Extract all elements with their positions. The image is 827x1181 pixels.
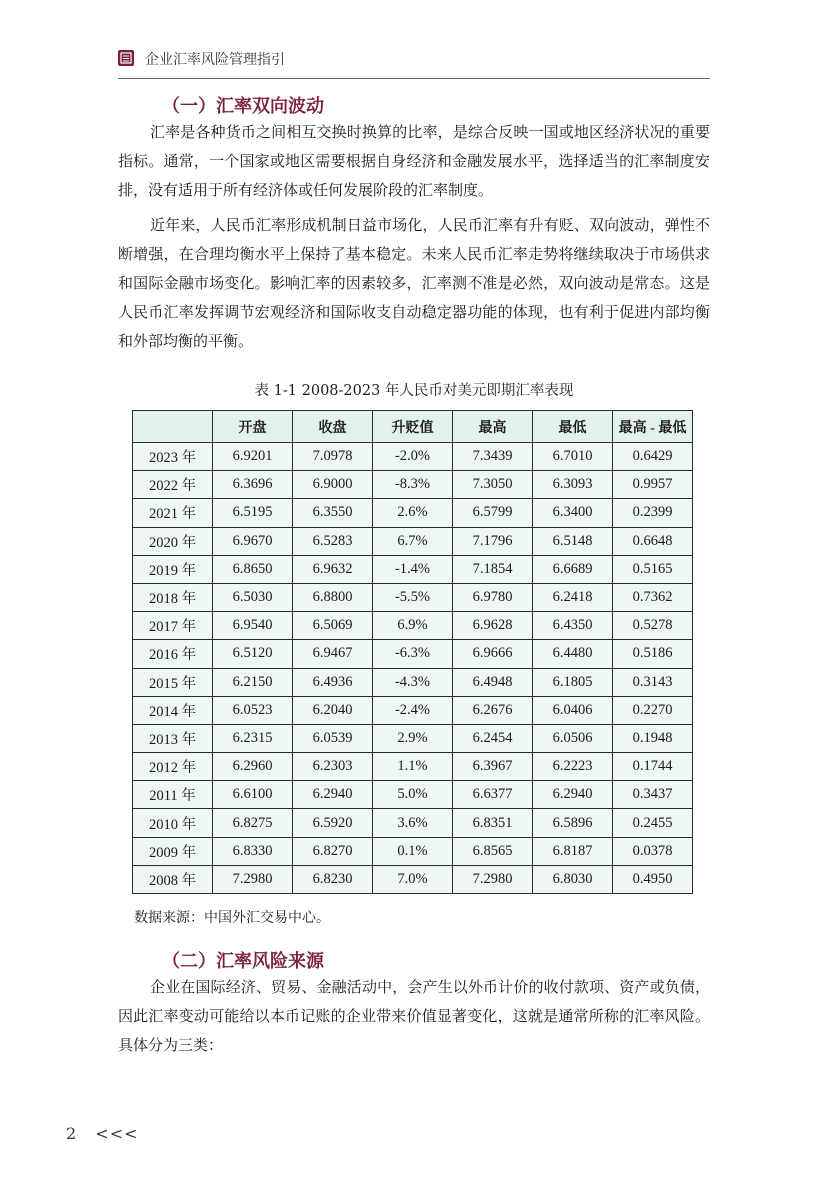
table-cell: 0.6648	[613, 527, 693, 555]
table-cell: -2.0%	[373, 443, 453, 471]
table-cell: -1.4%	[373, 555, 453, 583]
table-row	[133, 583, 693, 611]
year-cell: 2015 年	[133, 668, 213, 696]
table-cell: 6.5120	[213, 640, 293, 668]
table-cell: 6.6377	[453, 781, 533, 809]
table-cell: 0.7362	[613, 583, 693, 611]
table-row	[133, 668, 693, 696]
table-cell: 2.6%	[373, 499, 453, 527]
table-cell: 6.5896	[533, 809, 613, 837]
table-cell: 6.2303	[293, 753, 373, 781]
table-cell: 5.0%	[373, 781, 453, 809]
exchange-rate-table	[132, 410, 693, 894]
table-cell: 6.9540	[213, 612, 293, 640]
table-cell: 6.0406	[533, 696, 613, 724]
table-cell: 6.8030	[533, 865, 613, 893]
book-icon	[118, 50, 134, 66]
table-cell: 0.2455	[613, 809, 693, 837]
table-cell: -5.5%	[373, 583, 453, 611]
year-cell: 2008 年	[133, 865, 213, 893]
year-cell: 2010 年	[133, 809, 213, 837]
year-cell: 2013 年	[133, 724, 213, 752]
year-cell: 2018 年	[133, 583, 213, 611]
table-row	[133, 781, 693, 809]
table-cell: 6.0539	[293, 724, 373, 752]
page-footer	[66, 1124, 139, 1143]
paragraph-2: 近年来，人民币汇率形成机制日益市场化，人民币汇率有升有贬、双向波动，弹性不断增强，在合理均衡水平上保持了基本稳定。未来人民币汇率走势将继续取决于市场供求和国际金融市场变化。影响汇率的因素较多，汇率测不准是必然，双向波动是常态。这是人民币汇率发挥调节宏观经济和国际收支自动稳定器功能的体现，也有利于促进内部均衡和外部均衡的平衡。	[118, 216, 710, 350]
table-cell: 7.2980	[453, 865, 533, 893]
data-source-note: 数据来源：中国外汇交易中心。	[134, 910, 330, 926]
year-cell: 2009 年	[133, 837, 213, 865]
table-row	[133, 527, 693, 555]
table-cell: 6.4480	[533, 640, 613, 668]
table-cell: 6.4936	[293, 668, 373, 696]
section-heading-2: （二）汇率风险来源	[162, 951, 324, 972]
table-header-row	[133, 411, 693, 443]
page-number: 2	[66, 1124, 78, 1143]
year-cell: 2019 年	[133, 555, 213, 583]
table-cell: 6.2223	[533, 753, 613, 781]
table-caption: 表 1-1 2008-2023 年人民币对美元即期汇率表现	[254, 383, 574, 399]
year-cell: 2021 年	[133, 499, 213, 527]
table-header-cell	[133, 411, 213, 443]
table-cell: 6.8275	[213, 809, 293, 837]
table-row	[133, 612, 693, 640]
year-cell: 2023 年	[133, 443, 213, 471]
table-cell: 6.8800	[293, 583, 373, 611]
table-cell: 6.2150	[213, 668, 293, 696]
table-row	[133, 753, 693, 781]
table-row	[133, 555, 693, 583]
table-cell: 6.9666	[453, 640, 533, 668]
table-cell: 6.2676	[453, 696, 533, 724]
table-cell: 6.6689	[533, 555, 613, 583]
paragraph-3: 企业在国际经济、贸易、金融活动中，会产生以外币计价的收付款项、资产或负债，因此汇率变动可能给以本币记账的企业带来价值显著变化，这就是通常所称的汇率风险。具体分为三类：	[118, 978, 710, 1054]
table-cell: 6.2454	[453, 724, 533, 752]
year-cell: 2022 年	[133, 471, 213, 499]
year-cell: 2016 年	[133, 640, 213, 668]
year-cell: 2017 年	[133, 612, 213, 640]
table-cell: 0.1744	[613, 753, 693, 781]
table-cell: 6.9%	[373, 612, 453, 640]
table-cell: 6.8330	[213, 837, 293, 865]
table-cell: 6.5148	[533, 527, 613, 555]
table-cell: 6.5195	[213, 499, 293, 527]
table-cell: 6.5030	[213, 583, 293, 611]
table-cell: 0.3437	[613, 781, 693, 809]
table-cell: 6.2940	[533, 781, 613, 809]
running-header	[118, 46, 710, 79]
table-header-cell: 收盘	[293, 411, 373, 443]
table-cell: 6.2418	[533, 583, 613, 611]
table-cell: -8.3%	[373, 471, 453, 499]
table-cell: -2.4%	[373, 696, 453, 724]
table-cell: 6.5069	[293, 612, 373, 640]
table-cell: 7.3050	[453, 471, 533, 499]
table-cell: 6.4948	[453, 668, 533, 696]
table-row	[133, 471, 693, 499]
table-cell: 3.6%	[373, 809, 453, 837]
year-cell: 2012 年	[133, 753, 213, 781]
table-cell: 7.0978	[293, 443, 373, 471]
section-heading-1: （一）汇率双向波动	[162, 96, 324, 117]
table-cell: 6.1805	[533, 668, 613, 696]
table-row	[133, 865, 693, 893]
table-row	[133, 640, 693, 668]
paragraph-1: 汇率是各种货币之间相互交换时换算的比率，是综合反映一国或地区经济状况的重要指标。通常，一个国家或地区需要根据自身经济和金融发展水平，选择适当的汇率制度安排，没有适用于所有经济体或任何发展阶段的汇率制度。	[118, 123, 710, 199]
table-cell: 1.1%	[373, 753, 453, 781]
table-cell: 6.2960	[213, 753, 293, 781]
table-cell: 2.9%	[373, 724, 453, 752]
table-cell: 6.9632	[293, 555, 373, 583]
table-cell: 7.2980	[213, 865, 293, 893]
table-cell: 6.8270	[293, 837, 373, 865]
table-cell: 6.9670	[213, 527, 293, 555]
table-cell: 6.9000	[293, 471, 373, 499]
table-cell: 0.5186	[613, 640, 693, 668]
table-cell: 0.5165	[613, 555, 693, 583]
year-cell: 2014 年	[133, 696, 213, 724]
table-cell: 7.3439	[453, 443, 533, 471]
table-cell: 0.4950	[613, 865, 693, 893]
table-cell: 0.3143	[613, 668, 693, 696]
table-header-cell: 升贬值	[373, 411, 453, 443]
table-cell: 0.1%	[373, 837, 453, 865]
table-cell: 6.0523	[213, 696, 293, 724]
table-cell: 6.3400	[533, 499, 613, 527]
year-cell: 2011 年	[133, 781, 213, 809]
table-cell: 6.7%	[373, 527, 453, 555]
table-cell: 6.2940	[293, 781, 373, 809]
table-cell: 7.1796	[453, 527, 533, 555]
table-cell: 6.4350	[533, 612, 613, 640]
table-cell: 6.9780	[453, 583, 533, 611]
table-cell: 6.3550	[293, 499, 373, 527]
table-cell: 6.9201	[213, 443, 293, 471]
table-cell: 6.0506	[533, 724, 613, 752]
table-row	[133, 809, 693, 837]
table-cell: 6.8230	[293, 865, 373, 893]
table-cell: 0.5278	[613, 612, 693, 640]
table-cell: 6.3967	[453, 753, 533, 781]
table-header-cell: 最高	[453, 411, 533, 443]
header-title: 企业汇率风险管理指引	[145, 52, 285, 68]
table-cell: 0.2399	[613, 499, 693, 527]
table-cell: 6.9628	[453, 612, 533, 640]
table-cell: 6.2315	[213, 724, 293, 752]
table-row	[133, 443, 693, 471]
table-cell: 7.1854	[453, 555, 533, 583]
table-cell: 6.8650	[213, 555, 293, 583]
table-cell: 6.5920	[293, 809, 373, 837]
table-cell: 6.9467	[293, 640, 373, 668]
table-cell: 6.6100	[213, 781, 293, 809]
table-cell: 6.8565	[453, 837, 533, 865]
table-header-cell: 最低	[533, 411, 613, 443]
table-cell: 0.1948	[613, 724, 693, 752]
table-cell: 6.8351	[453, 809, 533, 837]
table-cell: 7.0%	[373, 865, 453, 893]
table-row	[133, 696, 693, 724]
year-cell: 2020 年	[133, 527, 213, 555]
table-cell: 6.5283	[293, 527, 373, 555]
table-cell: 6.5799	[453, 499, 533, 527]
table-cell: 0.2270	[613, 696, 693, 724]
table-row	[133, 724, 693, 752]
table-row	[133, 837, 693, 865]
table-cell: 6.8187	[533, 837, 613, 865]
table-cell: -4.3%	[373, 668, 453, 696]
table-cell: 6.3696	[213, 471, 293, 499]
table-cell: 6.3093	[533, 471, 613, 499]
table-cell: 0.9957	[613, 471, 693, 499]
table-cell: 6.2040	[293, 696, 373, 724]
table-cell: 0.0378	[613, 837, 693, 865]
table-header-cell: 开盘	[213, 411, 293, 443]
table-header-cell: 最高 - 最低	[613, 411, 693, 443]
table-cell: 0.6429	[613, 443, 693, 471]
back-arrows: <<<	[95, 1124, 139, 1143]
table-cell: -6.3%	[373, 640, 453, 668]
table-cell: 6.7010	[533, 443, 613, 471]
table-row	[133, 499, 693, 527]
